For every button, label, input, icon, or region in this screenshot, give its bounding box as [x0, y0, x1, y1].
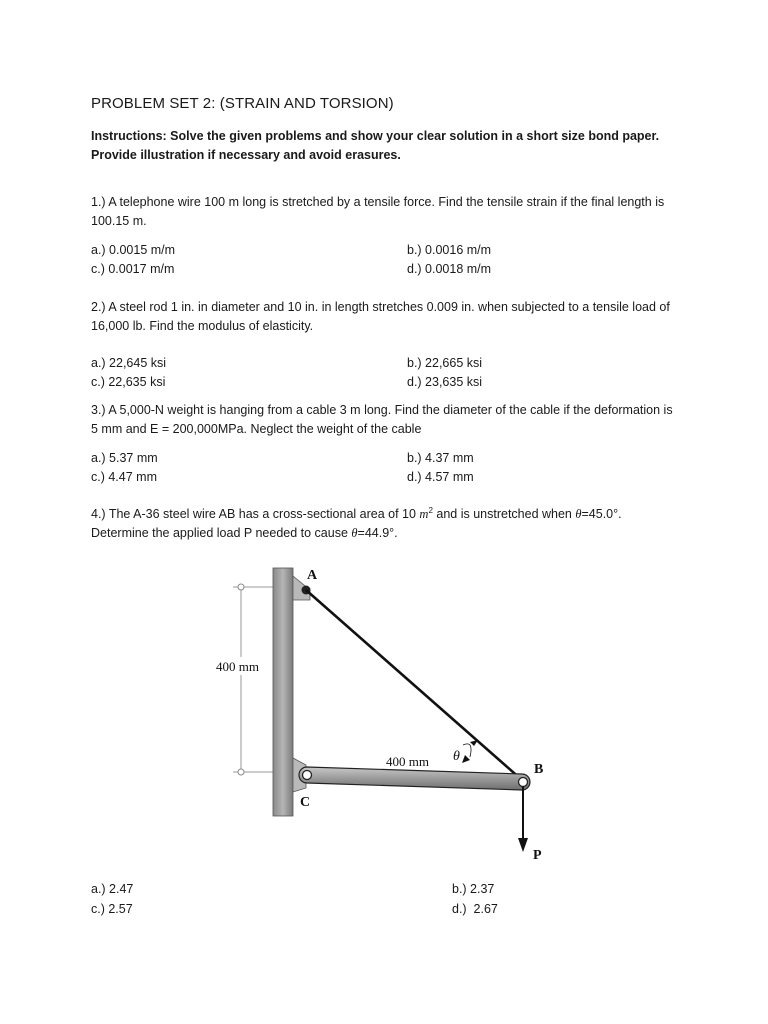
wire-ab: [306, 590, 522, 780]
problem-4-option-b: b.) 2.37: [452, 882, 495, 896]
wall: [273, 568, 293, 816]
label-a: A: [307, 568, 318, 583]
problem-3-option-b: b.) 4.37 mm: [407, 451, 474, 465]
theta-label: θ: [453, 749, 460, 764]
problem-4-text: 4.) The A-36 steel wire AB has a cross-sectional area of 10 $m^2$ and is unstretched when θ=45.0°. Determine the applied load P needed to cause θ=44.9°.: [91, 505, 622, 540]
problem-3-option-a: a.) 5.37 mm: [91, 451, 158, 465]
problem-2-option-a: a.) 22,645 ksi: [91, 356, 167, 370]
problem-1-text: 1.) A telephone wire 100 m long is stretched by a tensile force. Find the tensile strain if the final length is 100.15 m.: [91, 195, 665, 228]
problem-2-option-b: b.) 22,665 ksi: [407, 356, 483, 370]
label-b: B: [534, 762, 544, 777]
problem-1-option-d: d.) 0.0018 m/m: [407, 262, 492, 276]
problem-2-option-c: c.) 22,635 ksi: [91, 375, 166, 389]
problem-1-option-b: b.) 0.0016 m/m: [407, 243, 492, 257]
pin-c: [303, 771, 312, 780]
problem-1-option-a: a.) 0.0015 m/m: [91, 243, 176, 257]
dimension-end-marker-bottom: [238, 769, 244, 775]
problem-4-option-d: d.) 2.67: [452, 902, 498, 916]
label-p: P: [533, 848, 542, 863]
theta-arrow-bottom: [462, 755, 470, 763]
problem-4-option-c: c.) 2.57: [91, 902, 133, 916]
theta-arrow-top: [470, 740, 478, 746]
dimension-end-marker-top: [238, 584, 244, 590]
problem-3-option-d: d.) 4.57 mm: [407, 470, 474, 484]
problem-1-option-c: c.) 0.0017 m/m: [91, 262, 175, 276]
instructions: Instructions: Solve the given problems and show your clear solution in a short size bond paper. Provide illustration if necessary and avoid erasures.: [91, 129, 660, 162]
problem-2-text: 2.) A steel rod 1 in. in diameter and 10 in. in length stretches 0.009 in. when subjected to a tensile load of 16,000 lb. Find the modulus of elasticity.: [91, 300, 670, 333]
problem-3-text: 3.) A 5,000-N weight is hanging from a cable 3 m long. Find the diameter of the cable if the deformation is 5 mm and E = 200,000MPa. Neglect the weight of the cable: [91, 403, 673, 436]
theta-arc: [463, 744, 471, 757]
problem-4-option-a: a.) 2.47: [91, 882, 134, 896]
problem-2-option-d: d.) 23,635 ksi: [407, 375, 483, 389]
dimension-label-horizontal: 400 mm: [386, 754, 429, 769]
pin-b: [519, 778, 528, 787]
bar-cb: [299, 767, 530, 790]
problem-3-option-c: c.) 4.47 mm: [91, 470, 157, 484]
dimension-label-vertical: 400 mm: [216, 659, 259, 674]
page-title: PROBLEM SET 2: (STRAIN AND TORSION): [91, 95, 394, 112]
truss-figure: [200, 560, 560, 870]
load-arrow-head: [518, 838, 528, 852]
label-c: C: [300, 795, 311, 810]
